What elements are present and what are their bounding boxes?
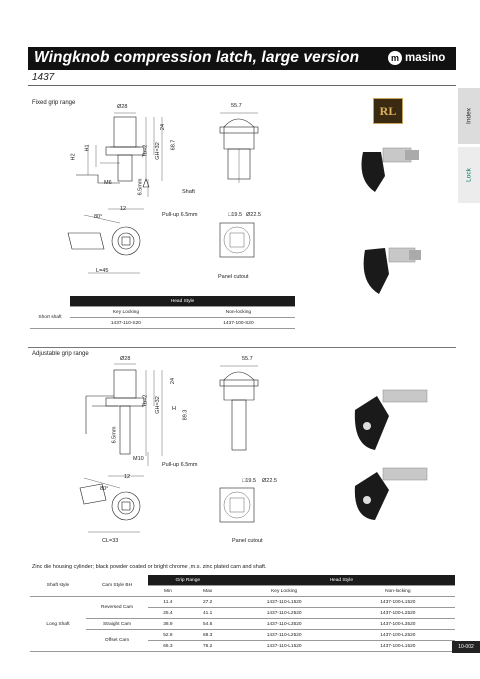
table-col-header: Non-locking [182,307,295,318]
table-cell: Offset Cam [86,630,148,652]
fixed-top-view [68,209,144,273]
table-cell: 25.4 [148,608,188,619]
table-row-label: Short shaft [30,307,70,329]
table-header: Head Style [228,575,455,586]
table-row [30,597,455,608]
brand-name: masino [405,52,446,64]
table-cell: 1437-110-L2520 [228,608,341,619]
dim-label: Ø22.5 [262,478,277,484]
dim-label: 24 [170,377,177,385]
dim-label: Pull-up 6.5mm [162,462,198,468]
table-cell: 27.2 [188,597,228,608]
table-cell: 1437-100-L3520 [341,619,455,630]
table-cell: Straight Cam [86,619,148,630]
table-col-header: Min [148,586,188,597]
dim-label: 6.5mm [137,178,144,196]
latch-photo [355,468,427,520]
dim-label: CL=33 [102,538,119,544]
table-cell: 1437-110-L1520 [228,597,341,608]
dim-label: Shaft [182,189,195,195]
table-col-header: Shaft style [30,575,86,597]
tab-lock[interactable]: Lock [458,147,480,203]
adjustable-side-view [86,364,162,466]
table-cell: Long Shaft [30,597,86,652]
dim-label: H [172,406,176,412]
table-cell: 68.3 [188,630,228,641]
fixed-table [30,296,295,329]
table-cell: 66.3 [148,641,188,652]
dim-label: GH=32 [154,396,161,414]
page-title: Wingknob compression latch, large version [34,49,360,66]
table-cell: 1437-100-S20 [182,318,295,329]
fixed-section-label: Fixed grip range [32,100,76,106]
table-cell: 1437-110-L2520 [228,630,341,641]
adjustable-panel-cutout [220,488,254,522]
table-col-header: Key Locking [228,586,341,597]
dim-label: □19.5 [242,478,257,484]
adjustable-drawings [28,356,358,546]
fixed-side-view [76,113,162,197]
table-cell: 41.1 [188,608,228,619]
dim-label: 55.7 [231,103,242,109]
page-number: 10-002 [452,641,480,653]
latch-photo [355,390,427,450]
table-cell: 1437-100-L1520 [341,641,455,652]
fixed-drawings [28,105,358,285]
dim-label: H2 [70,153,77,161]
divider [28,85,456,86]
table-cell: 11.4 [148,597,188,608]
rl-badge: RL [373,98,403,124]
table-cell: 1437-110-S20 [70,318,182,329]
table-col-header: Non-locking [341,586,455,597]
table-header: Head Style [70,296,295,307]
dim-label: 80° [94,214,103,220]
dim-label: 12 [124,474,131,480]
dim-label: Panel cutout [218,274,249,280]
product-photos-adjustable [345,360,435,530]
table-cell: 38.9 [148,619,188,630]
table-cell: 76.2 [188,641,228,652]
table-cell: 1437-100-L1520 [341,597,455,608]
dim-label: 80° [100,486,109,492]
dim-label: Ø28 [117,104,128,110]
tab-index[interactable]: Index [458,88,480,144]
table-cell: 1437-100-L2520 [341,608,455,619]
table-col-header: Max [188,586,228,597]
dim-label: □19.5 [228,212,243,218]
latch-photo [364,248,421,294]
latch-photo [362,148,420,192]
dim-label: H1 [84,144,91,152]
table-cell: 1437-110-L1520 [228,641,341,652]
product-photos-fixed [345,130,425,310]
section-divider [28,347,456,348]
table-cell: 54.6 [188,619,228,630]
dim-label: Tb=2 [142,394,149,408]
table-col-header: Cam Style BH [86,575,148,597]
table-row [30,630,455,641]
dim-label: 6.5mm [111,426,118,444]
dim-label: 68.7 [170,139,177,151]
table-header: Grip Range [148,575,228,586]
dim-label: 89.3 [182,409,189,421]
dim-label: Pull-up 6.5mm [162,212,198,218]
brand-mark-icon: m [388,51,402,65]
table-row [30,619,455,630]
dim-label: 12 [120,206,127,212]
dim-label: Ø22.5 [246,212,261,218]
dim-label: Tb=2 [142,144,149,158]
adjustable-top-view [80,476,144,532]
table-col-header: Key Locking [70,307,182,318]
fixed-panel-cutout [220,223,254,257]
dim-label: 24 [160,123,167,131]
dim-label: M10 [133,456,144,462]
dim-label: L=45 [96,268,109,274]
fixed-front-view [220,113,258,183]
brand-logo [388,51,445,65]
dim-label: Ø28 [120,356,131,362]
dim-label: Panel cutout [232,538,263,544]
dim-label: GH=32 [154,142,161,160]
adjustable-front-view [220,366,258,450]
adjustable-section-label: Adjustable grip range [32,351,89,357]
dim-label: M6 [104,180,112,186]
material-note: Zinc die housing cylinder; black powder coated or bright chrome ,m.s. zinc plated cam and shaft. [32,564,267,570]
table-cell: Reversed Cam [86,597,148,619]
table-cell: 1437-100-L2520 [341,630,455,641]
dim-label: 55.7 [242,356,253,362]
grip-range-table [30,575,455,652]
table-cell: 1437-110-L3520 [228,619,341,630]
table-cell: 52.8 [148,630,188,641]
product-code: 1437 [32,72,55,83]
